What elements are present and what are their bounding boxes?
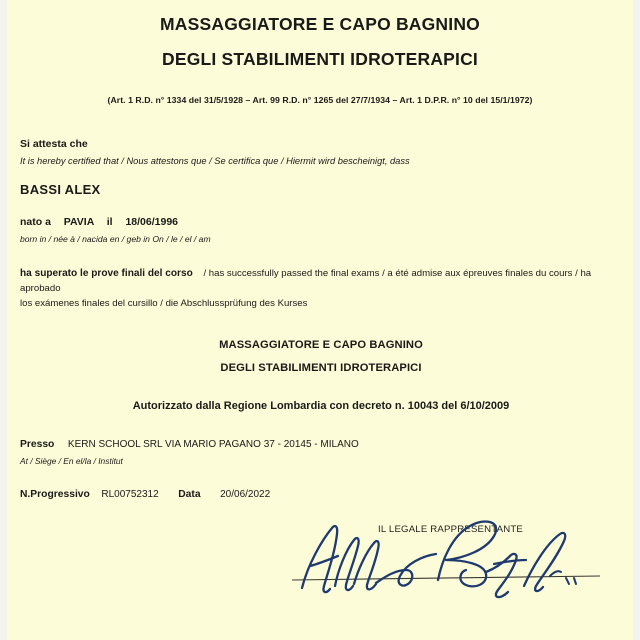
document-title-line-2: DEGLI STABILIMENTI IDROTERAPICI	[161, 49, 478, 69]
birth-line	[20, 216, 622, 228]
authorization-line: Autorizzato dalla Regione Lombardia con decreto n. 10043 del 6/10/2009	[132, 399, 510, 412]
exam-translations-line-1: / has successfully passed the final exams / a été admise aux épreuves finales du cours / ha aprobado	[20, 268, 592, 294]
exam-translations-line-2: los exámenes finales del cursillo / die Abschlussprüfung des Kurses	[20, 297, 308, 309]
course-title-line-1: MASSAGGIATORE E CAPO BAGNINO	[219, 338, 423, 351]
progressive-number-value: RL00752312	[101, 488, 159, 500]
holder-name: BASSI ALEX	[20, 182, 101, 197]
exam-italian-text: ha superato le prove finali del corso	[20, 268, 193, 279]
birth-date: 18/06/1996	[125, 216, 179, 228]
handwritten-signature-icon	[288, 514, 618, 609]
venue-value: KERN SCHOOL SRL VIA MARIO PAGANO 37 - 20145 - MILANO	[67, 438, 359, 450]
page-right-margin-strip	[633, 0, 640, 640]
page-left-margin-strip	[0, 0, 7, 640]
document-title-line-1: MASSAGGIATORE E CAPO BAGNINO	[160, 14, 480, 34]
date-label: Data	[178, 488, 201, 500]
venue-line	[20, 439, 622, 450]
born-translations: born in / née à / nacida en / geb in On / le / el / am	[20, 234, 211, 244]
progressive-number-label: N.Progressivo	[20, 488, 90, 500]
date-value: 20/06/2022	[220, 488, 271, 500]
birth-place: PAVIA	[63, 216, 94, 228]
born-label: nato a	[20, 216, 51, 228]
date-particle: il	[106, 216, 113, 228]
signature-area	[20, 518, 622, 608]
certificate-body	[18, 138, 622, 608]
attestation-label: Si attesta che	[20, 138, 88, 150]
venue-translations: At / Siège / En el/la / Institut	[20, 455, 123, 466]
signature-caption: IL LEGALE RAPPRESENTANTE	[378, 523, 524, 535]
course-title-line-2: DEGLI STABILIMENTI IDROTERAPICI	[220, 361, 422, 374]
venue-label: Presso	[20, 438, 55, 450]
certificate-content	[18, 0, 622, 608]
attestation-translations: It is hereby certified that / Nous attestons que / Se certifica que / Hiermit wird bescheinigt, dass	[20, 156, 410, 166]
exam-paragraph	[20, 266, 622, 312]
legal-reference: (Art. 1 R.D. n° 1334 del 31/5/1928 – Art. 99 R.D. n° 1265 del 27/7/1934 – Art. 1 D.P.R. n° 10 del 15/1/1972)	[107, 95, 533, 105]
record-line	[20, 489, 622, 500]
